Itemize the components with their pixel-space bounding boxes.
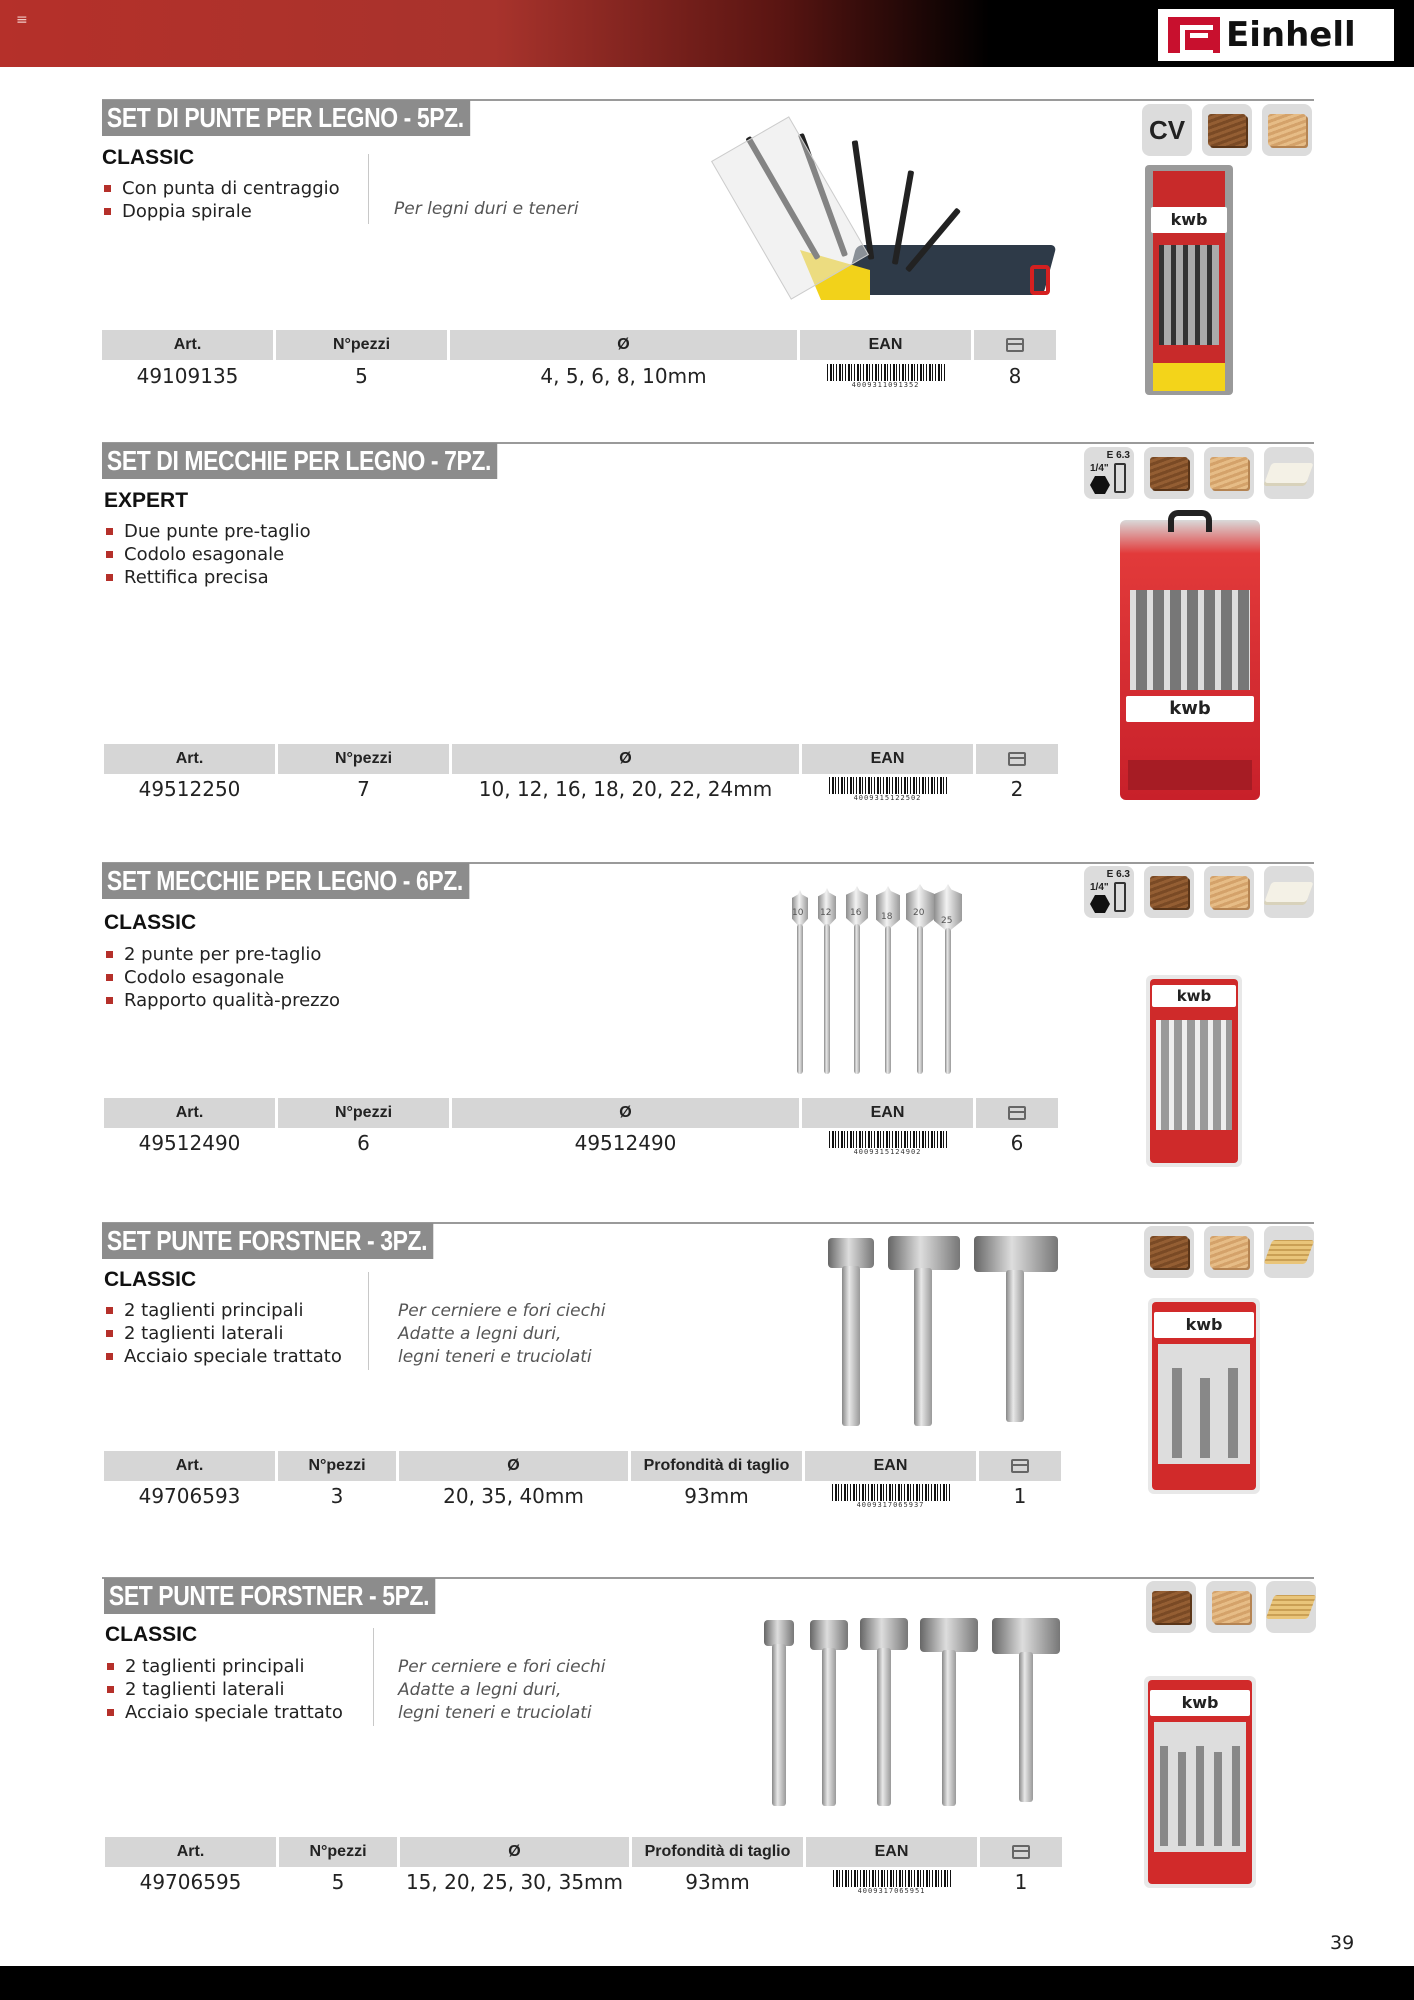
ean-barcode	[800, 361, 971, 391]
barcode-icon	[832, 1484, 950, 1508]
brand-name: Einhell	[1226, 15, 1356, 55]
usage-note-line: Adatte a legni duri,	[398, 1680, 562, 1700]
col-diameter: Ø	[450, 330, 797, 360]
product-image-forstner-bits	[760, 1614, 1070, 1814]
col-art: Art.	[104, 1098, 275, 1128]
section-title: SET MECCHIE PER LEGNO - 6PZ.	[102, 863, 469, 899]
package-icon	[1011, 1459, 1029, 1473]
bit-size-label: 16	[850, 908, 862, 918]
particleboard-icon	[1264, 1226, 1314, 1278]
pack-quantity: 1	[1013, 1484, 1027, 1508]
section-title: SET DI MECCHIE PER LEGNO - 7PZ.	[102, 443, 498, 479]
feature-list	[102, 177, 340, 223]
ean-barcode	[805, 1481, 976, 1511]
spec-table-header	[104, 744, 1061, 774]
col-pieces: N°pezzi	[279, 1837, 397, 1867]
table-row	[102, 361, 1059, 391]
usage-note-line: legni teneri e truciolati	[398, 1703, 592, 1723]
col-depth: Profondità di taglio	[631, 1451, 802, 1481]
diameters: 4, 5, 6, 8, 10mm	[540, 364, 707, 388]
softwood-icon	[1204, 1226, 1254, 1278]
bit-size-label: 20	[913, 908, 925, 918]
softwood-icon	[1204, 447, 1254, 499]
table-row	[104, 774, 1061, 804]
particleboard-icon	[1266, 1581, 1316, 1633]
product-image-forstner-bits	[820, 1232, 1070, 1432]
shank-icon	[1114, 463, 1126, 493]
divider	[373, 1628, 374, 1726]
feature-item: Codolo esagonale	[104, 543, 311, 566]
hex-shank-icon	[1084, 866, 1134, 918]
col-pack	[976, 1098, 1058, 1128]
product-line: CLASSIC	[104, 911, 197, 934]
piece-count: 3	[330, 1484, 344, 1508]
col-ean: EAN	[802, 1098, 973, 1128]
package-icon	[1008, 1106, 1026, 1120]
feature-item: Acciaio speciale trattato	[105, 1701, 343, 1724]
table-row	[105, 1867, 1065, 1897]
section-title: SET PUNTE FORSTNER - 5PZ.	[104, 1578, 436, 1614]
product-packaging	[1148, 1298, 1260, 1494]
chipboard-icon	[1264, 866, 1314, 918]
product-packaging	[1120, 520, 1260, 800]
barcode-icon	[829, 1131, 947, 1155]
hexagon-icon	[1090, 895, 1110, 913]
diameters: 20, 35, 40mm	[443, 1484, 584, 1508]
product-line: CLASSIC	[105, 1623, 198, 1646]
brand-logo	[1158, 9, 1394, 61]
col-diameter: Ø	[399, 1451, 628, 1481]
hardwood-icon	[1144, 1226, 1194, 1278]
usage-note-line: legni teneri e truciolati	[398, 1347, 592, 1367]
spec-table-header	[104, 1451, 1064, 1481]
col-diameter: Ø	[452, 1098, 799, 1128]
spec-table-header	[104, 1098, 1061, 1128]
footer-bar	[0, 1966, 1414, 2000]
shank-size-label: E 6.3	[1106, 450, 1130, 461]
piece-count: 5	[331, 1870, 345, 1894]
feature-item: Rettifica precisa	[104, 566, 311, 589]
ean-barcode	[802, 1128, 973, 1158]
diameters: 10, 12, 16, 18, 20, 22, 24mm	[478, 777, 773, 801]
piece-count: 6	[357, 1131, 370, 1155]
feature-item: Doppia spirale	[102, 200, 340, 223]
hardwood-icon	[1144, 866, 1194, 918]
barcode-icon	[829, 777, 947, 801]
hardwood-icon	[1144, 447, 1194, 499]
col-ean: EAN	[802, 744, 973, 774]
table-row	[104, 1128, 1061, 1158]
hexagon-icon	[1090, 476, 1110, 494]
product-packaging	[1144, 1676, 1256, 1888]
hex-shank-icon	[1084, 447, 1134, 499]
usage-note	[398, 1300, 605, 1369]
col-diameter: Ø	[400, 1837, 629, 1867]
feature-list	[104, 943, 340, 1012]
feature-item: Con punta di centraggio	[102, 177, 340, 200]
pack-quantity: 1	[1014, 1870, 1028, 1894]
product-image-spade-bits	[790, 882, 960, 1082]
col-art: Art.	[105, 1837, 276, 1867]
col-pieces: N°pezzi	[278, 1098, 449, 1128]
cv-steel-icon: CV	[1142, 104, 1192, 156]
product-packaging	[1146, 975, 1242, 1167]
pack-brand-label: kwb	[1151, 207, 1227, 233]
softwood-icon	[1262, 104, 1312, 156]
art-number: 49706593	[138, 1484, 241, 1508]
shank-inch-label: 1/4"	[1090, 882, 1109, 893]
pack-quantity: 6	[1010, 1131, 1024, 1155]
art-number: 49706595	[139, 1870, 242, 1894]
usage-note	[398, 1656, 605, 1725]
col-ean: EAN	[800, 330, 971, 360]
section-title: SET DI PUNTE PER LEGNO - 5PZ.	[102, 100, 470, 136]
col-art: Art.	[104, 1451, 275, 1481]
ean-digits: 4009317065951	[833, 1887, 951, 1895]
softwood-icon	[1206, 1581, 1256, 1633]
section-title: SET PUNTE FORSTNER - 3PZ.	[102, 1223, 434, 1259]
usage-note-line: Adatte a legni duri,	[398, 1324, 562, 1344]
hardwood-icon	[1202, 104, 1252, 156]
page-number: 39	[1330, 1932, 1355, 1954]
package-icon	[1012, 1845, 1030, 1859]
feature-item: Due punte pre-taglio	[104, 520, 311, 543]
feature-list	[105, 1655, 343, 1724]
softwood-icon	[1204, 866, 1254, 918]
ean-digits: 4009317065937	[832, 1501, 950, 1509]
col-pack	[976, 744, 1058, 774]
pack-quantity: 2	[1010, 777, 1024, 801]
art-number: 49512490	[138, 1131, 241, 1155]
spec-table-header	[105, 1837, 1065, 1867]
product-line: CLASSIC	[102, 146, 195, 169]
ean-digits: 4009315122502	[829, 794, 947, 802]
divider	[368, 1272, 369, 1370]
col-pack	[980, 1837, 1062, 1867]
feature-item: 2 taglienti principali	[105, 1655, 343, 1678]
col-ean: EAN	[805, 1451, 976, 1481]
product-line: EXPERT	[104, 489, 189, 512]
col-pieces: N°pezzi	[278, 744, 449, 774]
menu-icon[interactable]: ≡	[16, 12, 28, 28]
divider	[368, 154, 369, 224]
col-pieces: N°pezzi	[278, 1451, 396, 1481]
product-image-drill-bit-case	[740, 120, 1060, 315]
shank-inch-label: 1/4"	[1090, 463, 1109, 474]
cutting-depth: 93mm	[685, 1870, 750, 1894]
bit-size-label: 12	[820, 908, 832, 918]
pack-quantity: 8	[1008, 364, 1022, 388]
chipboard-icon	[1264, 447, 1314, 499]
pack-brand-label: kwb	[1126, 696, 1254, 722]
diameters: 49512490	[574, 1131, 677, 1155]
package-icon	[1008, 752, 1026, 766]
col-art: Art.	[102, 330, 273, 360]
col-diameter: Ø	[452, 744, 799, 774]
einhell-logo-mark	[1168, 17, 1220, 53]
pack-brand-label: kwb	[1150, 1690, 1250, 1716]
col-ean: EAN	[806, 1837, 977, 1867]
ean-barcode	[802, 774, 973, 804]
piece-count: 5	[355, 364, 368, 388]
feature-item: 2 taglienti laterali	[104, 1322, 342, 1345]
piece-count: 7	[357, 777, 370, 801]
product-packaging	[1145, 165, 1233, 395]
pack-brand-label: kwb	[1154, 1312, 1254, 1338]
bit-size-label: 25	[941, 916, 953, 926]
col-pack	[974, 330, 1056, 360]
bit-size-label: 10	[792, 908, 804, 918]
feature-list	[104, 1299, 342, 1368]
art-number: 49109135	[136, 364, 239, 388]
usage-note-line: Per cerniere e fori ciechi	[398, 1301, 606, 1321]
hardwood-icon	[1146, 1581, 1196, 1633]
feature-list	[104, 520, 311, 589]
bit-size-label: 18	[881, 912, 893, 922]
art-number: 49512250	[138, 777, 241, 801]
ean-digits: 4009315124902	[829, 1148, 947, 1156]
usage-note-line: Per legni duri e teneri	[394, 199, 579, 219]
cutting-depth: 93mm	[684, 1484, 749, 1508]
feature-item: Rapporto qualità-prezzo	[104, 989, 340, 1012]
pack-brand-label: kwb	[1152, 985, 1236, 1007]
feature-item: Acciaio speciale trattato	[104, 1345, 342, 1368]
barcode-icon	[833, 1870, 951, 1894]
usage-note-line: Per cerniere e fori ciechi	[398, 1657, 606, 1677]
col-art: Art.	[104, 744, 275, 774]
package-icon	[1006, 338, 1024, 352]
ean-digits: 4009311091352	[827, 381, 945, 389]
feature-item: 2 taglienti laterali	[105, 1678, 343, 1701]
col-pieces: N°pezzi	[276, 330, 447, 360]
shank-size-label: E 6.3	[1106, 869, 1130, 880]
barcode-icon	[827, 364, 945, 388]
col-depth: Profondità di taglio	[632, 1837, 803, 1867]
feature-item: 2 punte per pre-taglio	[104, 943, 340, 966]
diameters: 15, 20, 25, 30, 35mm	[405, 1870, 624, 1894]
spec-table-header	[102, 330, 1059, 360]
product-line: CLASSIC	[104, 1268, 197, 1291]
col-pack	[979, 1451, 1061, 1481]
feature-item: 2 taglienti principali	[104, 1299, 342, 1322]
table-row	[104, 1481, 1064, 1511]
usage-note	[394, 198, 579, 221]
shank-icon	[1114, 882, 1126, 912]
feature-item: Codolo esagonale	[104, 966, 340, 989]
ean-barcode	[806, 1867, 977, 1897]
